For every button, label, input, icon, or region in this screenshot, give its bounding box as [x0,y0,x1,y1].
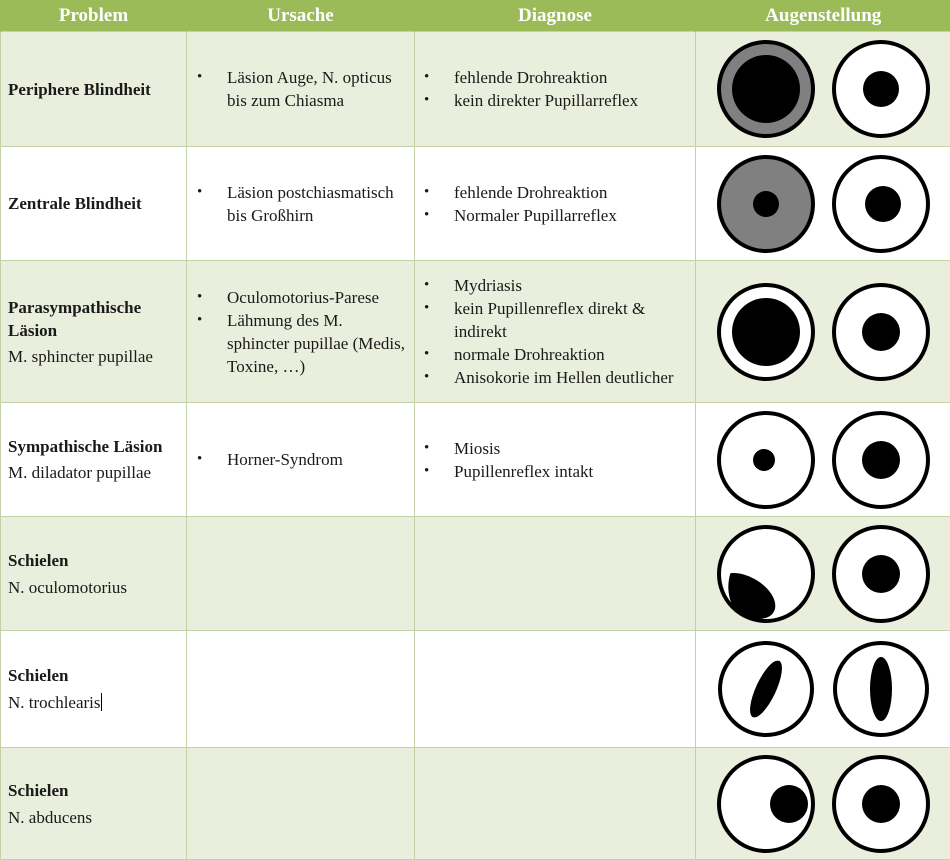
ursache-cell[interactable] [187,748,415,860]
eye-rotated-slit-icon [716,639,816,739]
list-item: • Läsion Auge, N. opticus bis zum Chiasma [194,66,407,112]
header-problem: Problem [1,0,187,32]
problem-cell[interactable] [1,631,187,748]
problem-subtitle: N. trochlearis [8,693,101,712]
problem-subtitle: M. sphincter pupillae [8,345,179,368]
problem-cell[interactable] [1,261,187,403]
eye-cell [696,631,950,748]
eye-cell [696,403,950,517]
list-item: • Horner-Syndrom [194,448,407,471]
table-row [1,403,950,517]
eye-normal-icon [831,524,931,624]
text-cursor [101,693,102,711]
list-item: • Miosis [421,437,688,460]
list-item: • Lähmung des M. sphincter pupillae (Medis, Toxine, …) [194,309,407,378]
eye-blind-dilated-icon [716,39,816,139]
eye-blind-gray-icon [716,154,816,254]
list-item: • fehlende Drohreaktion [421,181,688,204]
list-item: • Pupillenreflex intakt [421,460,688,483]
list-item: • Oculomotorius-Parese [194,286,407,309]
eye-cell [696,147,950,261]
header-diagnose: Diagnose [415,0,696,32]
problem-subtitle: N. abducens [8,806,179,829]
eye-cell [696,748,950,860]
problem-title: Schielen [8,779,179,802]
problem-cell[interactable] [1,403,187,517]
eye-cell [696,517,950,631]
diagnose-cell[interactable] [415,748,696,860]
list-item: • Mydriasis [421,274,688,297]
problem-cell[interactable] [1,147,187,261]
ursache-cell[interactable] [187,147,415,261]
problem-cell[interactable] [1,748,187,860]
problem-subtitle: M. diladator pupillae [8,461,179,484]
ursache-cell[interactable] [187,517,415,631]
problem-cell[interactable] [1,517,187,631]
eye-normal-icon [831,154,931,254]
problem-title: Schielen [8,549,179,572]
diagnose-cell[interactable] [415,403,696,517]
list-item: • fehlende Drohreaktion [421,66,688,89]
eye-cell [696,32,950,147]
header-augenstellung: Augenstellung [696,0,950,32]
ursache-cell[interactable] [187,631,415,748]
ursache-cell[interactable] [187,403,415,517]
eye-ventrolateral-strabismus-icon [716,524,816,624]
diagnose-cell[interactable] [415,631,696,748]
list-item: • kein Pupillenreflex direkt & indirekt [421,297,688,343]
list-item: • Anisokorie im Hellen deutlicher [421,366,688,389]
problem-subtitle: N. oculomotorius [8,576,179,599]
list-item: • Normaler Pupillarreflex [421,204,688,227]
problem-title: Periphere Blindheit [8,78,179,101]
eye-normal-icon [831,282,931,382]
table-row [1,261,950,403]
header-ursache: Ursache [187,0,415,32]
list-item: • Läsion postchiasmatisch bis Großhirn [194,181,407,227]
ursache-cell[interactable] [187,261,415,403]
table-row [1,631,950,748]
diagnose-cell[interactable] [415,517,696,631]
problem-cell[interactable] [1,32,187,147]
eye-normal-icon [831,754,931,854]
eye-miosis-icon [716,410,816,510]
eye-vertical-slit-icon [831,639,931,739]
list-item: • normale Drohreaktion [421,343,688,366]
table-row [1,748,950,860]
list-item: • kein direkter Pupillarreflex [421,89,688,112]
eye-normal-icon [831,39,931,139]
header-row [1,0,950,32]
problem-title: Schielen [8,664,179,687]
diagnose-cell[interactable] [415,261,696,403]
problem-title: Zentrale Blindheit [8,192,179,215]
diagnose-cell[interactable] [415,147,696,261]
table-row [1,32,950,147]
ursache-cell[interactable] [187,32,415,147]
problem-title: Parasympathische Läsion [8,296,179,342]
eye-normal-icon [831,410,931,510]
diagnose-cell[interactable] [415,32,696,147]
eye-medial-strabismus-icon [716,754,816,854]
problem-title: Sympathische Läsion [8,435,179,458]
eye-cell [696,261,950,403]
table-row [1,517,950,631]
table-row [1,147,950,261]
eye-mydriasis-icon [716,282,816,382]
